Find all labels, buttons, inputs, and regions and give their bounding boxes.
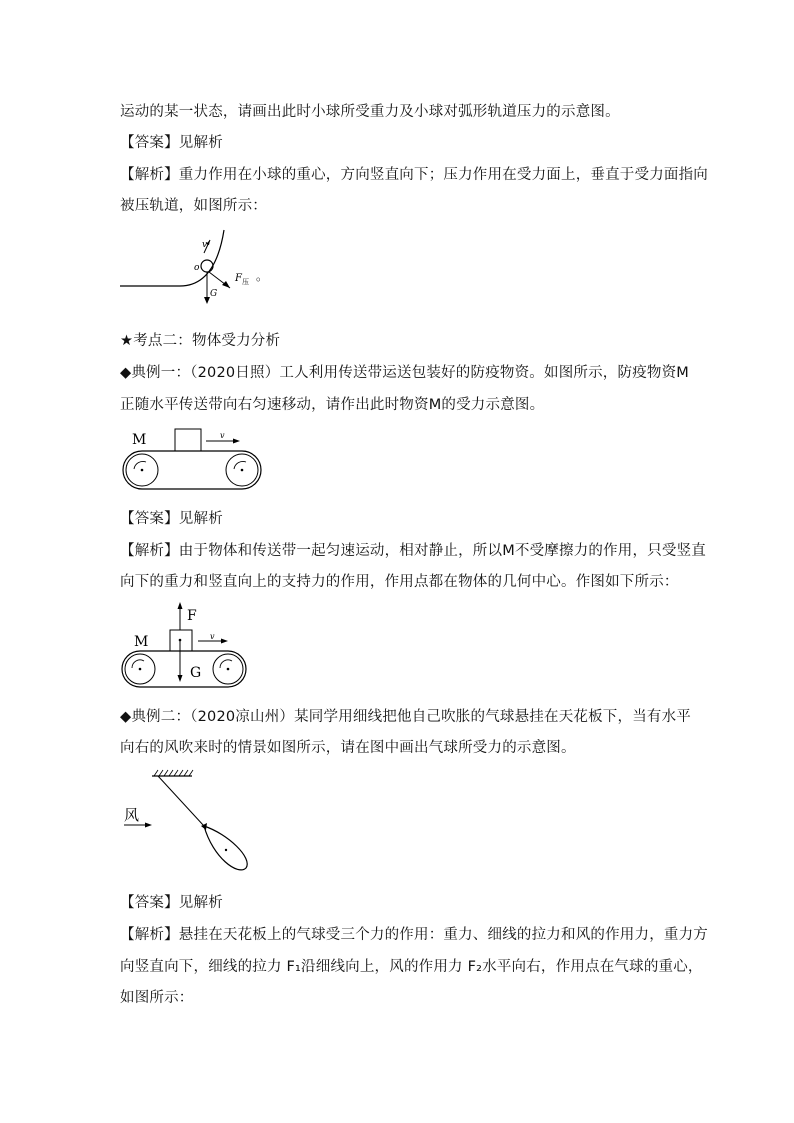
analysis-line-1: 【解析】重力作用在小球的重心，方向竖直向下；压力作用在受力面上，垂直于受力面指向 bbox=[120, 167, 708, 183]
conveyor-forces-figure bbox=[118, 600, 268, 695]
curved-track bbox=[120, 230, 224, 286]
heading-topic-2: ★考点二：物体受力分析 bbox=[120, 333, 281, 349]
text-line-1: 运动的某一状态，请画出此时小球所受重力及小球对弧形轨道压力的示意图。 bbox=[120, 104, 620, 120]
analysis-line-3: 【解析】由于物体和传送带一起匀速运动，相对静止，所以M不受摩擦力的作用，只受竖直 bbox=[120, 543, 707, 559]
ball bbox=[201, 260, 213, 272]
analysis-line-6: 向竖直向下，细线的拉力 F₁沿细线向上，风的作用力 F₂水平向右，作用点在气球的重心， bbox=[120, 959, 703, 975]
wind-label: 风 bbox=[124, 806, 140, 824]
velocity-label: v bbox=[220, 431, 225, 440]
package-box bbox=[175, 429, 201, 451]
answer-line-2: 【答案】见解析 bbox=[120, 511, 223, 527]
ball-track-figure bbox=[118, 228, 288, 318]
velocity-label: v bbox=[202, 240, 208, 250]
pressure-subscript: 压 bbox=[242, 278, 249, 286]
string bbox=[158, 776, 204, 826]
analysis-line-5: 【解析】悬挂在天花板上的气球受三个力的作用：重力、细线的拉力和风的作用力，重力方 bbox=[120, 927, 708, 943]
conveyor-figure bbox=[118, 425, 268, 495]
balloon-center bbox=[225, 849, 227, 851]
example-1-line-2: 正随水平传送带向右匀速移动，请作出此时物资M的受力示意图。 bbox=[120, 397, 545, 413]
mass-label: M bbox=[134, 634, 149, 650]
gravity-label: G bbox=[190, 665, 202, 681]
answer-line-1: 【答案】见解析 bbox=[120, 135, 223, 151]
example-1-line-1: ◆典例一：（2020日照）工人利用传送带运送包装好的防疫物资。如图所示，防疫物资M bbox=[120, 365, 690, 381]
answer-line-3: 【答案】见解析 bbox=[120, 895, 223, 911]
analysis-line-2: 被压轨道，如图所示： bbox=[120, 198, 267, 214]
gravity-label: G bbox=[210, 289, 218, 299]
example-2-line-1: ◆典例二：（2020凉山州）某同学用细线把他自己吹胀的气球悬挂在天花板下，当有水平 bbox=[120, 709, 691, 725]
point-label: o bbox=[194, 263, 200, 273]
support-force-label: F bbox=[187, 608, 197, 624]
pressure-label: F bbox=[235, 273, 242, 284]
balloon-figure bbox=[118, 768, 258, 878]
trailing-period: 。 bbox=[256, 269, 269, 283]
balloon bbox=[204, 826, 247, 870]
velocity-label: v bbox=[210, 632, 215, 641]
mass-label: M bbox=[132, 432, 147, 448]
analysis-line-4: 向下的重力和竖直向上的支持力的作用，作用点都在物体的几何中心。作图如下所示： bbox=[120, 574, 679, 590]
analysis-line-7: 如图所示： bbox=[120, 990, 194, 1006]
example-2-line-2: 向右的风吹来时的情景如图所示，请在图中画出气球所受力的示意图。 bbox=[120, 740, 576, 756]
